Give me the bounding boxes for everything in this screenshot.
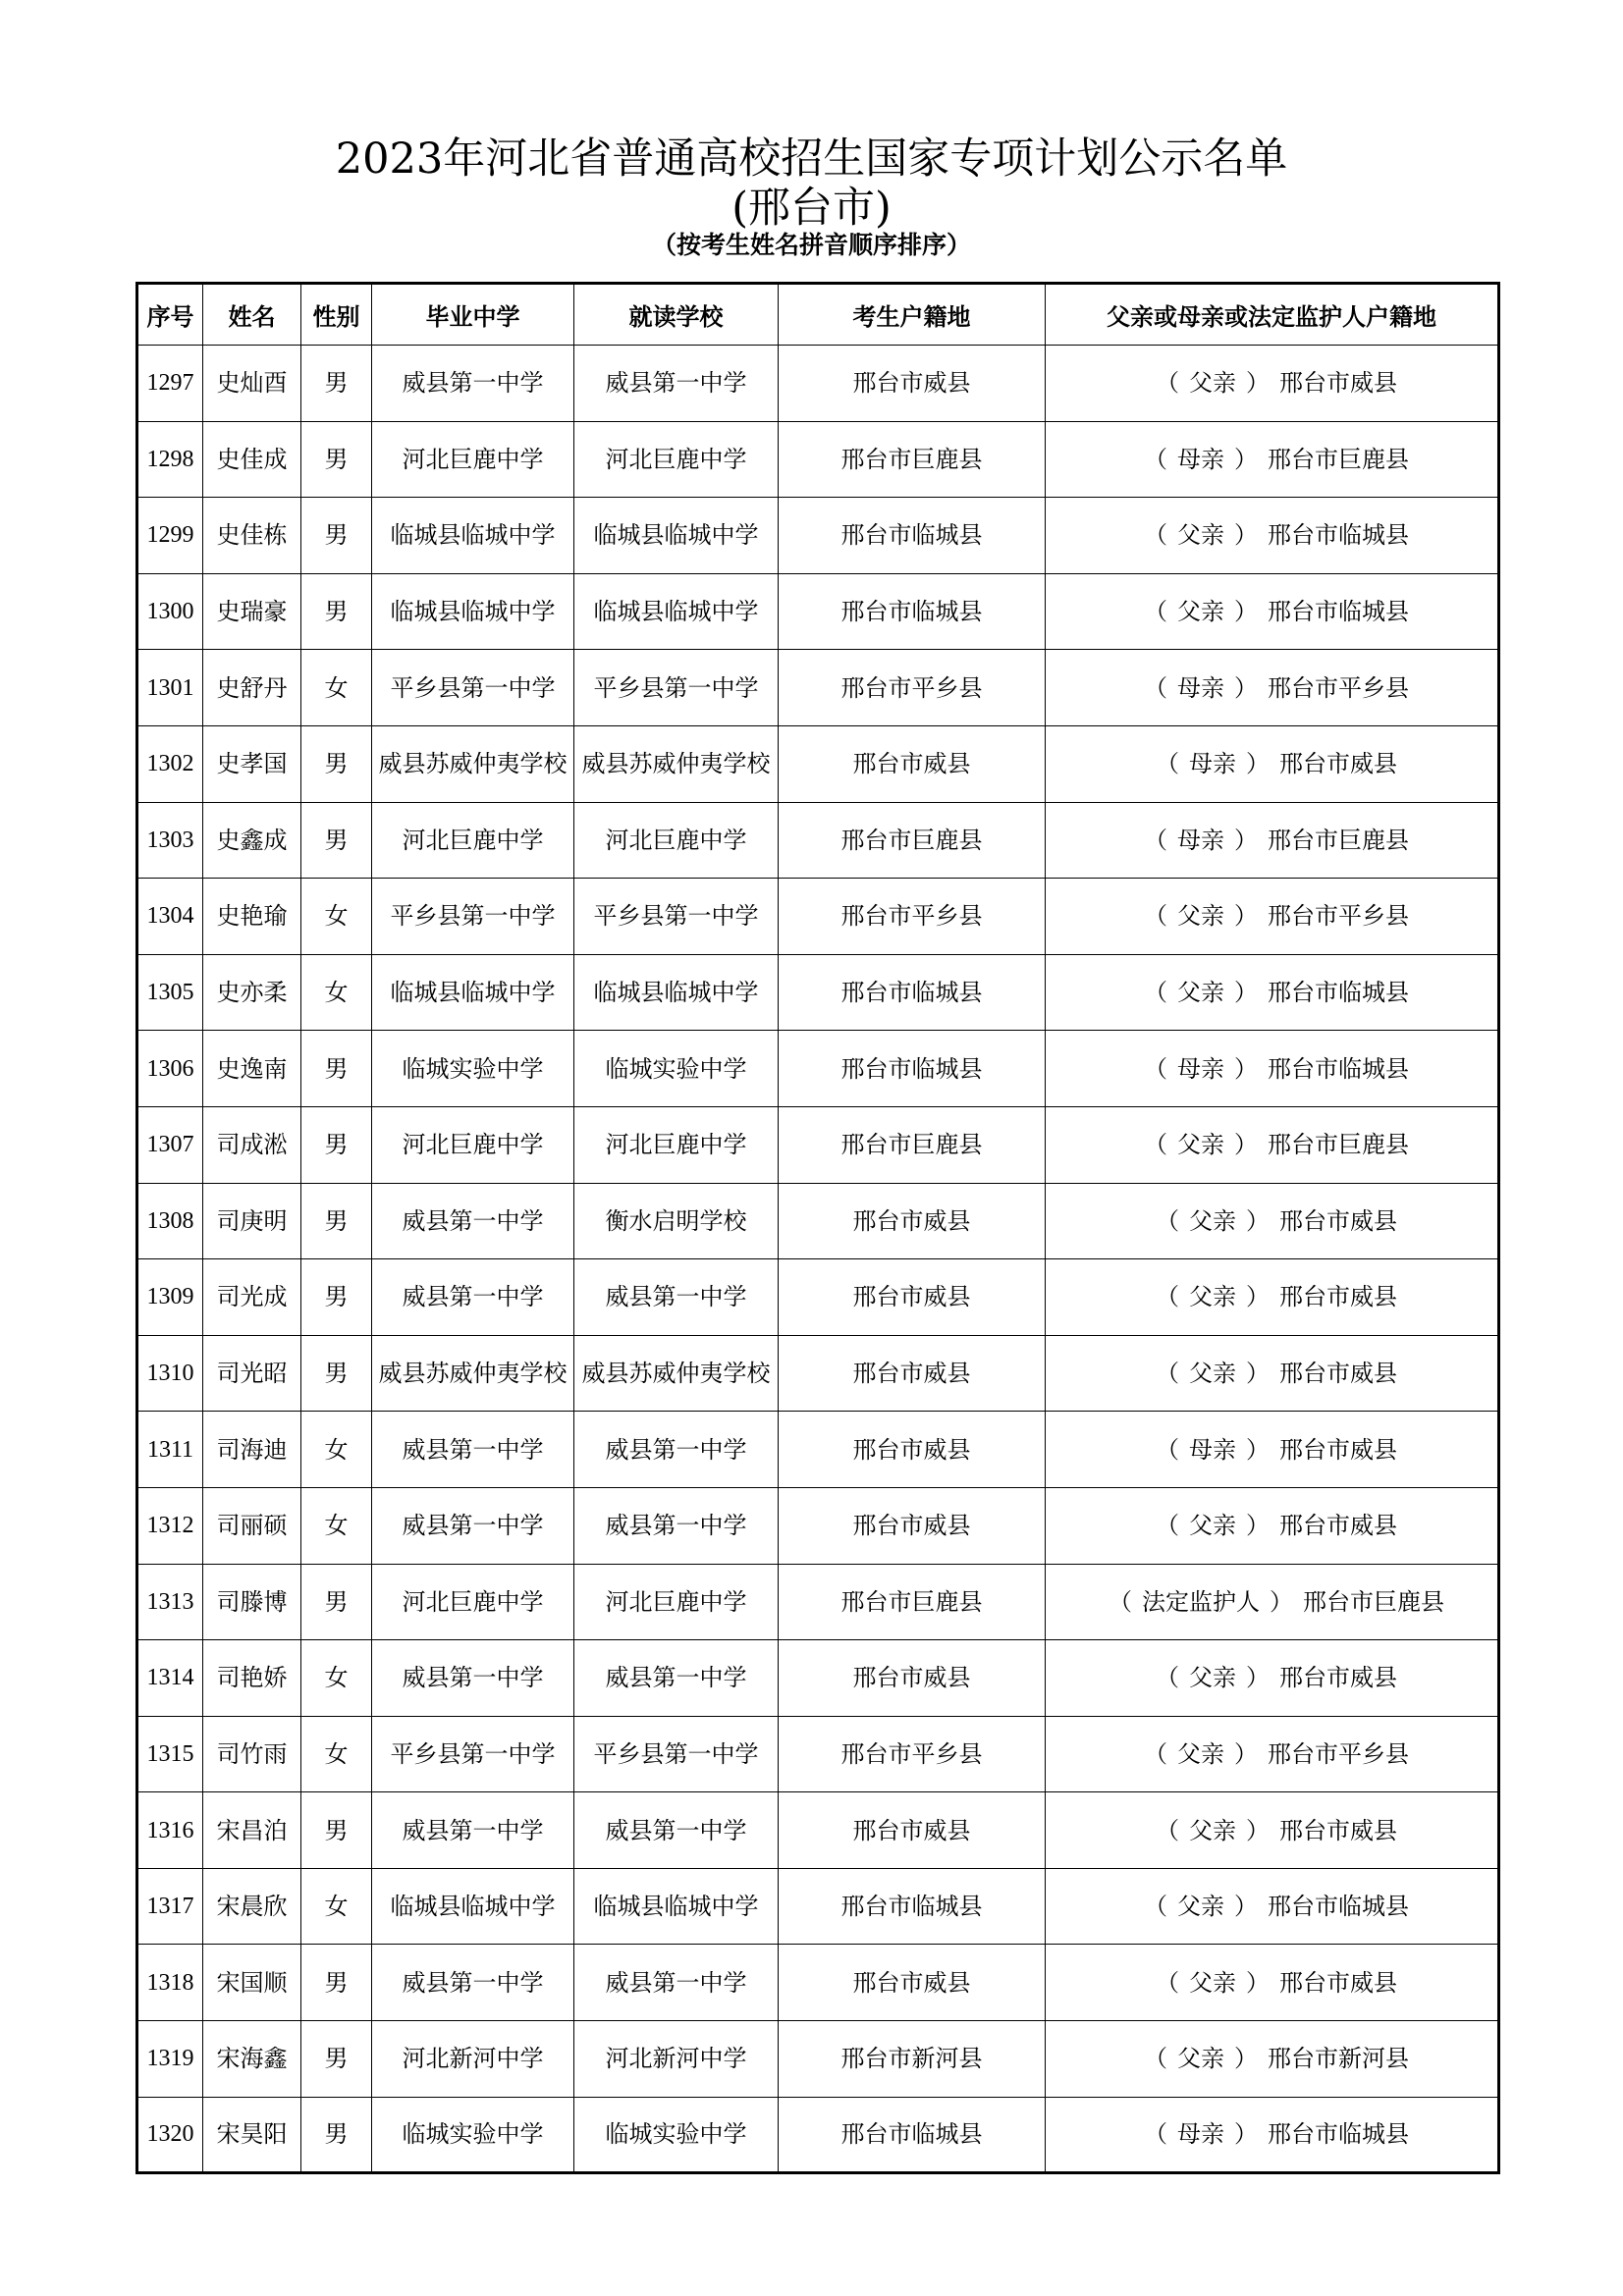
cell-gender: 女 [301,1716,372,1792]
cell-seq: 1316 [137,1792,203,1869]
guardian-type: 母亲 [1177,445,1224,473]
table-row [137,421,1499,498]
guardian-hukou: 邢台市威县 [1279,1435,1397,1464]
cell-current-school: 河北巨鹿中学 [574,1106,779,1183]
table-row [137,1031,1499,1107]
cell-guardian-hukou: （ 父亲 ） 邢台市平乡县 [1046,879,1499,955]
cell-seq: 1301 [137,650,203,726]
cell-current-school: 平乡县第一中学 [574,879,779,955]
cell-hukou: 邢台市威县 [779,1640,1046,1717]
cell-current-school: 临城县临城中学 [574,573,779,650]
guardian-type: 父亲 [1189,1283,1236,1311]
cell-grad-school: 威县苏威仲夷学校 [372,725,574,802]
guardian-type: 父亲 [1177,1131,1224,1159]
cell-current-school: 平乡县第一中学 [574,650,779,726]
cell-hukou: 邢台市威县 [779,725,1046,802]
cell-gender: 男 [301,2097,372,2173]
cell-grad-school: 平乡县第一中学 [372,650,574,726]
cell-current-school: 临城实验中学 [574,2097,779,2173]
cell-hukou: 邢台市威县 [779,1335,1046,1412]
cell-hukou: 邢台市临城县 [779,954,1046,1031]
cell-current-school: 威县第一中学 [574,1259,779,1336]
cell-guardian-hukou: （ 父亲 ） 邢台市临城县 [1046,498,1499,574]
cell-name: 宋昊阳 [203,2097,301,2173]
cell-current-school: 河北巨鹿中学 [574,421,779,498]
document-subtitle-city: (邢台市) [731,184,892,233]
cell-seq: 1317 [137,1868,203,1945]
cell-name: 宋海鑫 [203,2021,301,2098]
guardian-hukou: 邢台市威县 [1279,1206,1397,1235]
cell-seq: 1300 [137,573,203,650]
guardian-type: 父亲 [1177,598,1224,626]
cell-grad-school: 临城县临城中学 [372,573,574,650]
cell-current-school: 河北巨鹿中学 [574,802,779,879]
guardian-hukou: 邢台市临城县 [1268,1054,1409,1083]
guardian-hukou: 邢台市威县 [1279,750,1397,778]
header-hukou: 考生户籍地 [779,284,1046,346]
guardian-hukou: 邢台市威县 [1279,1816,1397,1844]
guardian-hukou: 邢台市威县 [1279,1360,1397,1388]
cell-grad-school: 威县第一中学 [372,1640,574,1717]
cell-guardian-hukou: （ 母亲 ） 邢台市平乡县 [1046,650,1499,726]
guardian-hukou: 邢台市巨鹿县 [1268,445,1409,473]
guardian-hukou: 邢台市巨鹿县 [1268,1131,1409,1159]
guardian-hukou: 邢台市威县 [1279,1968,1397,1997]
cell-hukou: 邢台市威县 [779,1183,1046,1259]
cell-gender: 男 [301,1335,372,1412]
table-row [137,1106,1499,1183]
guardian-type: 父亲 [1177,902,1224,931]
cell-guardian-hukou: （ 母亲 ） 邢台市临城县 [1046,1031,1499,1107]
cell-seq: 1305 [137,954,203,1031]
table-row [137,1716,1499,1792]
cell-grad-school: 威县第一中学 [372,346,574,422]
cell-seq: 1310 [137,1335,203,1412]
cell-hukou: 邢台市临城县 [779,498,1046,574]
cell-seq: 1306 [137,1031,203,1107]
cell-guardian-hukou: （ 父亲 ） 邢台市巨鹿县 [1046,1106,1499,1183]
cell-current-school: 威县苏威仲夷学校 [574,1335,779,1412]
table-row [137,650,1499,726]
cell-guardian-hukou: （ 父亲 ） 邢台市平乡县 [1046,1716,1499,1792]
guardian-hukou: 邢台市平乡县 [1268,902,1409,931]
cell-name: 史佳成 [203,421,301,498]
cell-gender: 女 [301,650,372,726]
cell-hukou: 邢台市威县 [779,1487,1046,1564]
cell-current-school: 威县第一中学 [574,346,779,422]
cell-gender: 男 [301,421,372,498]
table-row [137,498,1499,574]
roster-table [135,282,1500,2174]
cell-grad-school: 威县第一中学 [372,1412,574,1488]
cell-grad-school: 临城县临城中学 [372,954,574,1031]
cell-grad-school: 平乡县第一中学 [372,879,574,955]
header-guardian-hukou: 父亲或母亲或法定监护人户籍地 [1046,284,1499,346]
cell-gender: 女 [301,1487,372,1564]
cell-guardian-hukou: （ 父亲 ） 邢台市威县 [1046,1640,1499,1717]
cell-gender: 男 [301,802,372,879]
cell-current-school: 临城县临城中学 [574,954,779,1031]
cell-grad-school: 河北巨鹿中学 [372,1106,574,1183]
cell-hukou: 邢台市平乡县 [779,650,1046,726]
cell-name: 史逸南 [203,1031,301,1107]
cell-name: 史瑞豪 [203,573,301,650]
cell-guardian-hukou: （ 父亲 ） 邢台市新河县 [1046,2021,1499,2098]
cell-hukou: 邢台市临城县 [779,1031,1046,1107]
guardian-type: 父亲 [1177,1739,1224,1768]
cell-current-school: 威县第一中学 [574,1412,779,1488]
cell-name: 司海迪 [203,1412,301,1488]
roster-body [137,346,1499,2173]
guardian-type: 父亲 [1177,2045,1224,2073]
cell-gender: 男 [301,346,372,422]
cell-guardian-hukou: （ 父亲 ） 邢台市威县 [1046,1335,1499,1412]
cell-current-school: 威县第一中学 [574,1487,779,1564]
guardian-type: 父亲 [1189,1206,1236,1235]
cell-current-school: 威县第一中学 [574,1640,779,1717]
header-grad-school: 毕业中学 [372,284,574,346]
cell-gender: 女 [301,1412,372,1488]
cell-guardian-hukou: （ 父亲 ） 邢台市临城县 [1046,573,1499,650]
cell-guardian-hukou: （ 父亲 ） 邢台市威县 [1046,1259,1499,1336]
cell-hukou: 邢台市威县 [779,1412,1046,1488]
guardian-type: 父亲 [1177,521,1224,550]
table-row [137,879,1499,955]
cell-seq: 1298 [137,421,203,498]
cell-hukou: 邢台市平乡县 [779,879,1046,955]
table-row [137,1945,1499,2021]
cell-current-school: 临城实验中学 [574,1031,779,1107]
guardian-hukou: 邢台市临城县 [1268,598,1409,626]
table-row [137,573,1499,650]
cell-name: 史鑫成 [203,802,301,879]
cell-seq: 1313 [137,1564,203,1640]
cell-name: 司成淞 [203,1106,301,1183]
cell-name: 司丽硕 [203,1487,301,1564]
guardian-hukou: 邢台市平乡县 [1268,673,1409,702]
table-row [137,1868,1499,1945]
guardian-type: 父亲 [1177,979,1224,1007]
cell-seq: 1307 [137,1106,203,1183]
cell-name: 司艳娇 [203,1640,301,1717]
cell-gender: 女 [301,954,372,1031]
sort-order-note: （按考生姓名拼音顺序排序） [651,231,971,259]
cell-grad-school: 河北巨鹿中学 [372,421,574,498]
cell-grad-school: 河北新河中学 [372,2021,574,2098]
table-row [137,346,1499,422]
cell-guardian-hukou: （ 母亲 ） 邢台市威县 [1046,1412,1499,1488]
cell-seq: 1309 [137,1259,203,1336]
cell-name: 史灿酉 [203,346,301,422]
cell-seq: 1314 [137,1640,203,1717]
cell-gender: 男 [301,1564,372,1640]
cell-grad-school: 威县第一中学 [372,1487,574,1564]
table-row [137,1335,1499,1412]
cell-seq: 1318 [137,1945,203,2021]
cell-gender: 男 [301,725,372,802]
cell-current-school: 威县第一中学 [574,1792,779,1869]
cell-seq: 1297 [137,346,203,422]
cell-gender: 男 [301,1792,372,1869]
cell-current-school: 威县第一中学 [574,1945,779,2021]
cell-seq: 1299 [137,498,203,574]
guardian-type: 母亲 [1177,1054,1224,1083]
cell-grad-school: 临城实验中学 [372,2097,574,2173]
cell-hukou: 邢台市威县 [779,1945,1046,2021]
header-gender: 性别 [301,284,372,346]
cell-hukou: 邢台市巨鹿县 [779,1564,1046,1640]
cell-name: 司滕博 [203,1564,301,1640]
table-row [137,1183,1499,1259]
table-row [137,1259,1499,1336]
cell-grad-school: 威县第一中学 [372,1792,574,1869]
table-row [137,1640,1499,1717]
cell-grad-school: 临城县临城中学 [372,498,574,574]
cell-name: 宋昌泊 [203,1792,301,1869]
guardian-hukou: 邢台市新河县 [1268,2045,1409,2073]
cell-gender: 女 [301,879,372,955]
guardian-hukou: 邢台市巨鹿县 [1303,1587,1444,1616]
cell-grad-school: 威县第一中学 [372,1259,574,1336]
cell-current-school: 威县苏威仲夷学校 [574,725,779,802]
cell-guardian-hukou: （ 父亲 ） 邢台市威县 [1046,346,1499,422]
guardian-type: 母亲 [1177,2120,1224,2149]
table-row [137,1792,1499,1869]
guardian-type: 父亲 [1177,1893,1224,1921]
cell-seq: 1308 [137,1183,203,1259]
guardian-type: 父亲 [1189,1816,1236,1844]
guardian-type: 父亲 [1189,369,1236,398]
guardian-type: 父亲 [1189,1512,1236,1540]
guardian-hukou: 邢台市巨鹿县 [1268,826,1409,854]
guardian-type: 父亲 [1189,1664,1236,1692]
cell-hukou: 邢台市巨鹿县 [779,802,1046,879]
cell-hukou: 邢台市临城县 [779,573,1046,650]
cell-guardian-hukou: （ 父亲 ） 邢台市威县 [1046,1945,1499,2021]
cell-name: 司竹雨 [203,1716,301,1792]
cell-guardian-hukou: （ 母亲 ） 邢台市临城县 [1046,2097,1499,2173]
guardian-hukou: 邢台市平乡县 [1268,1739,1409,1768]
guardian-hukou: 邢台市临城县 [1268,521,1409,550]
cell-gender: 男 [301,1183,372,1259]
cell-guardian-hukou: （ 父亲 ） 邢台市威县 [1046,1487,1499,1564]
cell-gender: 女 [301,1640,372,1717]
cell-seq: 1303 [137,802,203,879]
document-title: 2023年河北省普通高校招生国家专项计划公示名单 [335,134,1288,184]
table-row [137,1412,1499,1488]
cell-gender: 男 [301,1259,372,1336]
cell-gender: 男 [301,2021,372,2098]
guardian-type: 父亲 [1189,1360,1236,1388]
cell-name: 司光昭 [203,1335,301,1412]
cell-hukou: 邢台市威县 [779,1792,1046,1869]
table-row [137,2097,1499,2173]
cell-grad-school: 平乡县第一中学 [372,1716,574,1792]
cell-current-school: 河北巨鹿中学 [574,1564,779,1640]
cell-seq: 1304 [137,879,203,955]
cell-grad-school: 河北巨鹿中学 [372,802,574,879]
cell-guardian-hukou: （ 父亲 ） 邢台市威县 [1046,1792,1499,1869]
guardian-hukou: 邢台市临城县 [1268,1893,1409,1921]
guardian-type: 父亲 [1189,1968,1236,1997]
cell-hukou: 邢台市威县 [779,346,1046,422]
cell-hukou: 邢台市平乡县 [779,1716,1046,1792]
cell-guardian-hukou: （ 父亲 ） 邢台市威县 [1046,1183,1499,1259]
guardian-hukou: 邢台市威县 [1279,1664,1397,1692]
guardian-type: 法定监护人 [1142,1587,1260,1616]
cell-guardian-hukou: （ 母亲 ） 邢台市威县 [1046,725,1499,802]
table-row [137,1564,1499,1640]
cell-current-school: 河北新河中学 [574,2021,779,2098]
cell-name: 史佳栋 [203,498,301,574]
cell-guardian-hukou: （ 父亲 ） 邢台市临城县 [1046,1868,1499,1945]
header-row [137,284,1499,346]
cell-name: 史亦柔 [203,954,301,1031]
header-current-school: 就读学校 [574,284,779,346]
cell-seq: 1302 [137,725,203,802]
cell-name: 宋国顺 [203,1945,301,2021]
cell-name: 史孝国 [203,725,301,802]
guardian-type: 母亲 [1177,673,1224,702]
cell-seq: 1311 [137,1412,203,1488]
guardian-hukou: 邢台市威县 [1279,1283,1397,1311]
cell-gender: 男 [301,1106,372,1183]
table-row [137,954,1499,1031]
cell-gender: 男 [301,498,372,574]
header-name: 姓名 [203,284,301,346]
table-row [137,725,1499,802]
guardian-hukou: 邢台市威县 [1279,369,1397,398]
guardian-type: 母亲 [1177,826,1224,854]
cell-guardian-hukou: （ 父亲 ） 邢台市临城县 [1046,954,1499,1031]
cell-seq: 1312 [137,1487,203,1564]
cell-current-school: 临城县临城中学 [574,1868,779,1945]
cell-gender: 男 [301,573,372,650]
cell-hukou: 邢台市临城县 [779,1868,1046,1945]
cell-hukou: 邢台市巨鹿县 [779,421,1046,498]
cell-gender: 女 [301,1868,372,1945]
cell-name: 宋晨欣 [203,1868,301,1945]
guardian-hukou: 邢台市临城县 [1268,979,1409,1007]
cell-seq: 1319 [137,2021,203,2098]
cell-current-school: 平乡县第一中学 [574,1716,779,1792]
guardian-hukou: 邢台市威县 [1279,1512,1397,1540]
cell-grad-school: 临城县临城中学 [372,1868,574,1945]
cell-grad-school: 威县第一中学 [372,1183,574,1259]
cell-name: 史舒丹 [203,650,301,726]
cell-current-school: 衡水启明学校 [574,1183,779,1259]
cell-grad-school: 临城实验中学 [372,1031,574,1107]
cell-guardian-hukou: （ 法定监护人 ） 邢台市巨鹿县 [1046,1564,1499,1640]
cell-gender: 男 [301,1031,372,1107]
cell-hukou: 邢台市威县 [779,1259,1046,1336]
cell-guardian-hukou: （ 母亲 ） 邢台市巨鹿县 [1046,421,1499,498]
cell-name: 史艳瑜 [203,879,301,955]
cell-current-school: 临城县临城中学 [574,498,779,574]
cell-grad-school: 威县苏威仲夷学校 [372,1335,574,1412]
table-row [137,2021,1499,2098]
cell-grad-school: 威县第一中学 [372,1945,574,2021]
table-row [137,802,1499,879]
cell-hukou: 邢台市新河县 [779,2021,1046,2098]
guardian-type: 母亲 [1189,750,1236,778]
guardian-type: 母亲 [1189,1435,1236,1464]
cell-name: 司庚明 [203,1183,301,1259]
cell-hukou: 邢台市巨鹿县 [779,1106,1046,1183]
cell-name: 司光成 [203,1259,301,1336]
cell-seq: 1320 [137,2097,203,2173]
guardian-hukou: 邢台市临城县 [1268,2120,1409,2149]
cell-grad-school: 河北巨鹿中学 [372,1564,574,1640]
cell-hukou: 邢台市临城县 [779,2097,1046,2173]
header-seq: 序号 [137,284,203,346]
cell-seq: 1315 [137,1716,203,1792]
cell-gender: 男 [301,1945,372,2021]
table-row [137,1487,1499,1564]
cell-guardian-hukou: （ 母亲 ） 邢台市巨鹿县 [1046,802,1499,879]
